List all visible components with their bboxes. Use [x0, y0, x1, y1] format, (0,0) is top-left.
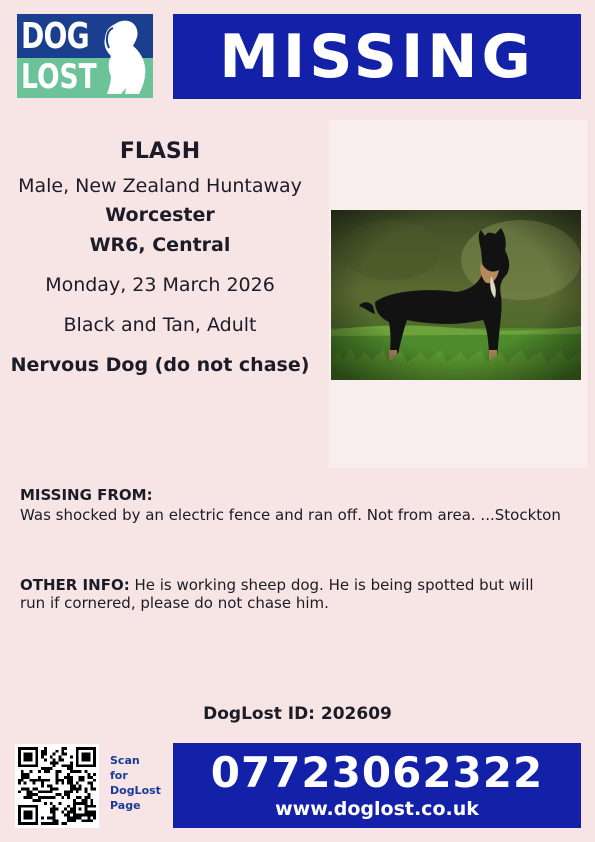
doglost-id: DogLost ID: 202609 — [203, 704, 392, 724]
qr-code[interactable] — [15, 744, 99, 828]
dog-name: FLASH — [119, 139, 201, 164]
dog-silhouette-icon — [95, 18, 151, 96]
missing-banner — [173, 14, 581, 99]
missing-from-text: Was shocked by an electric fence and ran off. Not from area. ...Stockton — [20, 506, 561, 524]
qr-caption — [110, 753, 170, 813]
dog-area: WR6, Central — [89, 234, 231, 256]
missing-from-heading: MISSING FROM: — [20, 486, 153, 504]
phone-number[interactable]: 07723062322 — [210, 748, 544, 797]
doglost-logo — [17, 14, 153, 98]
dog-description: Male, New Zealand Huntaway — [18, 175, 302, 197]
other-info-heading: OTHER INFO: — [20, 576, 130, 594]
other-info — [20, 576, 560, 612]
contact-banner — [173, 743, 581, 828]
qr-caption-line: for — [110, 769, 128, 782]
qr-caption-line: Scan — [110, 754, 140, 767]
qr-caption-line: DogLost — [110, 784, 161, 797]
logo-text-lost: LOST — [21, 57, 97, 97]
dog-colour-age: Black and Tan, Adult — [63, 314, 257, 336]
website-link[interactable]: www.doglost.co.uk — [275, 798, 479, 820]
other-info-text: He is working sheep dog. He is being spotted but will run if cornered, please do not chase him. — [20, 576, 534, 612]
dog-photo — [331, 210, 581, 380]
missing-title: MISSING — [219, 21, 535, 92]
dog-town: Worcester — [105, 204, 215, 226]
logo-text-dog: DOG — [21, 16, 89, 57]
missing-date: Monday, 23 March 2026 — [45, 274, 275, 296]
dog-warning-note: Nervous Dog (do not chase) — [10, 354, 310, 376]
qr-caption-line: Page — [110, 799, 141, 812]
